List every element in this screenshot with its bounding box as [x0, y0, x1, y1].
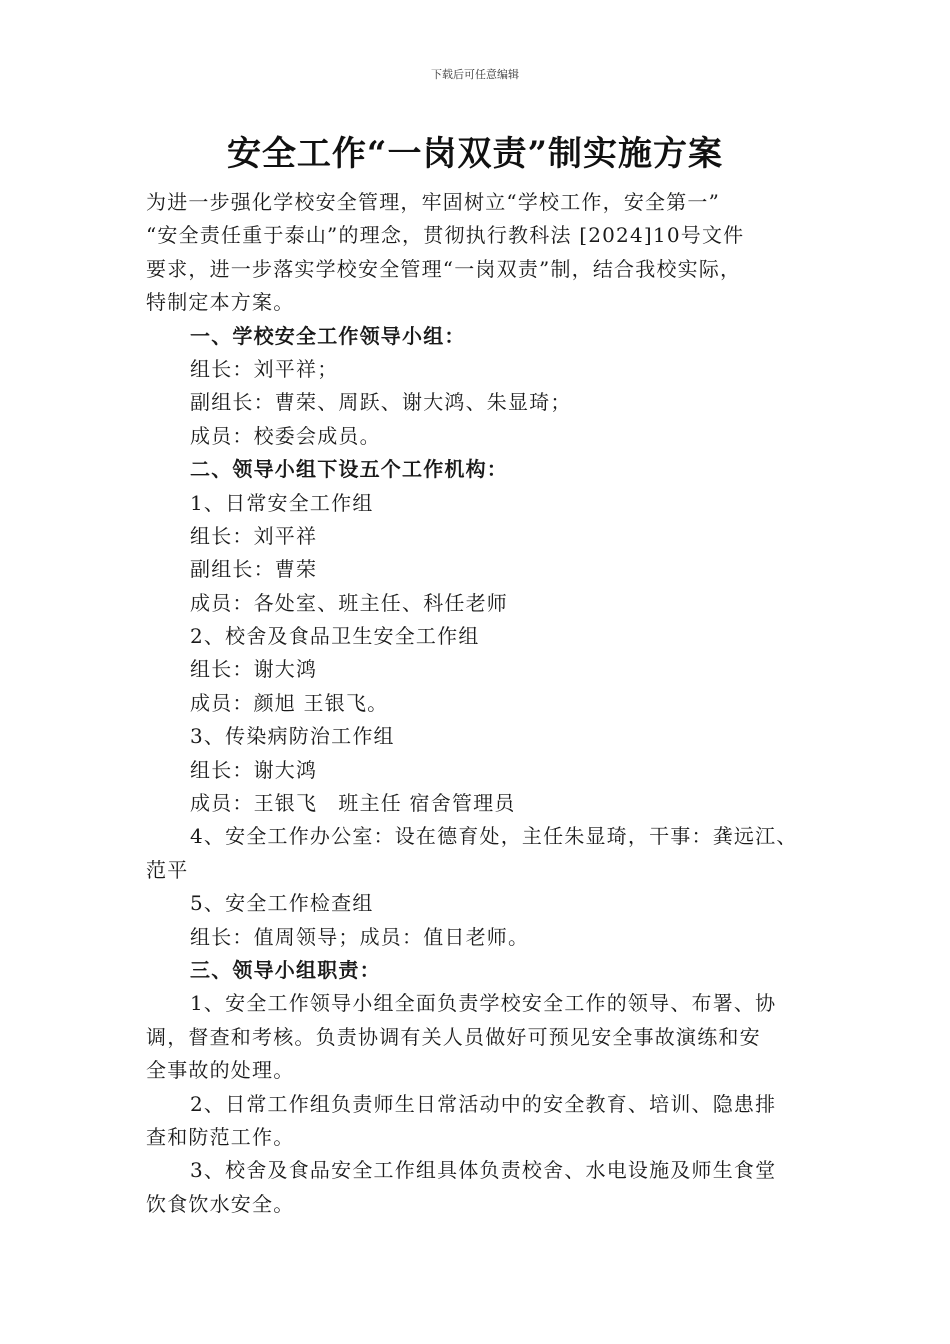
document-title: 安全工作“一岗双责”制实施方案 — [226, 134, 724, 174]
paragraph-line: 1、安全工作领导小组全面负责学校安全工作的领导、布署、协 — [190, 991, 777, 1016]
paragraph-line: 5、安全工作检查组 — [190, 891, 374, 916]
document-body — [146, 186, 826, 1221]
paragraph-line: 组长：值周领导；成员：值日老师。 — [190, 924, 530, 949]
paragraph-line: 组长：谢大鸿 — [190, 757, 318, 782]
paragraph-line: 2、日常工作组负责师生日常活动中的安全教育、培训、隐患排 — [190, 1091, 777, 1116]
paragraph-line: 成员：颜旭 王银飞。 — [190, 690, 389, 715]
header-note: 下载后可任意编辑 — [431, 68, 519, 81]
paragraph-line: 要求，进一步落实学校安全管理“一岗双责”制，结合我校实际， — [146, 256, 742, 281]
paragraph-line: 组长：刘平祥 — [190, 523, 318, 548]
paragraph-line: 1、日常安全工作组 — [190, 490, 374, 515]
paragraph-line: 副组长：曹荣 — [190, 557, 318, 582]
paragraph-line: 4、安全工作办公室：设在德育处，主任朱显琦，干事：龚远江、 — [190, 824, 798, 849]
paragraph-line: 特制定本方案。 — [146, 290, 295, 315]
paragraph-line: 成员：各处室、班主任、科任老师 — [190, 590, 508, 615]
section-heading: 一、学校安全工作领导小组： — [190, 323, 466, 348]
paragraph-line: 范平 — [146, 857, 189, 882]
section-heading: 三、领导小组职责： — [190, 957, 381, 982]
paragraph-line: 为进一步强化学校安全管理，牢固树立“学校工作，安全第一” — [146, 190, 721, 214]
paragraph-line: 3、校舍及食品安全工作组具体负责校舍、水电设施及师生食堂 — [190, 1158, 777, 1183]
paragraph-line: 成员：校委会成员。 — [190, 423, 381, 448]
paragraph-line: 组长：谢大鸿 — [190, 657, 318, 682]
paragraph-line: 饮食饮水安全。 — [146, 1191, 295, 1216]
paragraph-line: 3、传染病防治工作组 — [190, 724, 395, 749]
paragraph-line: “安全责任重于泰山”的理念，贯彻执行教科法 [2024]10号文件 — [146, 223, 745, 248]
section-heading: 二、领导小组下设五个工作机构： — [190, 457, 508, 482]
paragraph-line: 成员：王银飞 班主任 宿舍管理员 — [190, 791, 516, 816]
paragraph-line: 副组长：曹荣、周跃、谢大鸿、朱显琦； — [190, 390, 572, 415]
paragraph-line: 全事故的处理。 — [146, 1058, 295, 1083]
paragraph-line: 查和防范工作。 — [146, 1124, 295, 1149]
paragraph-line: 2、校舍及食品卫生安全工作组 — [190, 624, 480, 649]
paragraph-line: 调，督查和考核。负责协调有关人员做好可预见安全事故演练和安 — [146, 1024, 761, 1049]
paragraph-line: 组长：刘平祥； — [190, 356, 339, 381]
